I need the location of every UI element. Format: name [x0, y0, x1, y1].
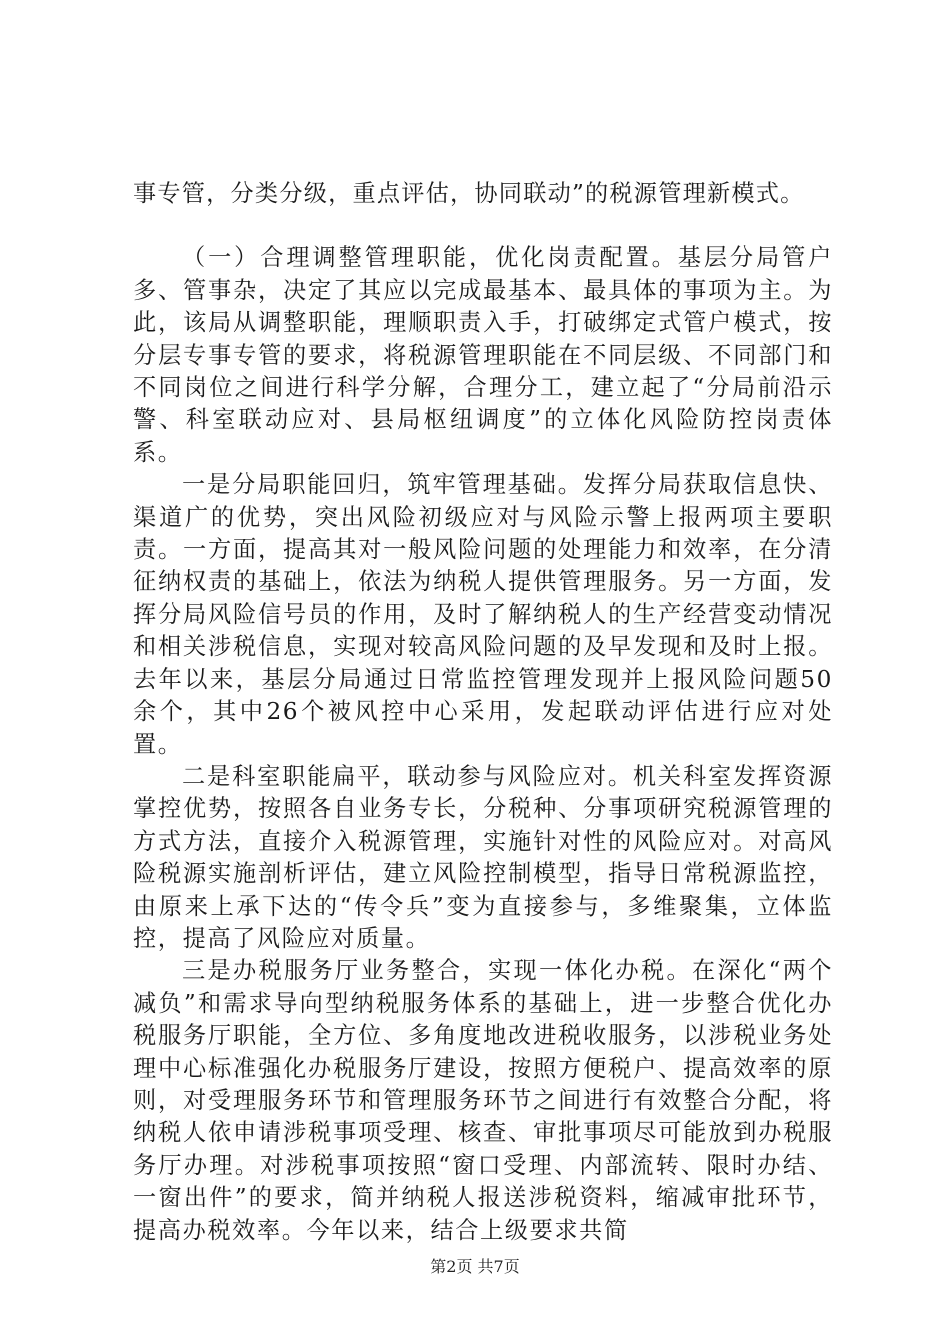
paragraph-point-two: 二是科室职能扁平，联动参与风险应对。机关科室发挥资源掌控优势，按照各自业务专长，分税种、分事项研究税源管理的方式方法，直接介入税源管理，实施针对性的风险应对。对高风险税源实施剖析评估，建立风险控制模型，指导日常税源监控，由原来上承下达的“传令兵”变为直接参与，多维聚集，立体监控，提高了风险应对质量。: [133, 762, 833, 952]
paragraph-continuation: 事专管，分类分级，重点评估，协同联动”的税源管理新模式。: [133, 180, 805, 207]
paragraph-point-one: 一是分局职能回归，筑牢管理基础。发挥分局获取信息快、渠道广的优势，突出风险初级应对与风险示警上报两项主要职责。一方面，提高其对一般风险问题的处理能力和效率，在分清征纳权责的基础上，依法为纳税人提供管理服务。另一方面，发挥分局风险信号员的作用，及时了解纳税人的生产经营变动情况和相关涉税信息，实现对较高风险问题的及早发现和及时上报。去年以来，基层分局通过日常监控管理发现并上报风险问题50余个，其中26个被风控中心采用，发起联动评估进行应对处置。: [133, 471, 833, 758]
paragraph-section-one: （一）合理调整管理职能，优化岗责配置。基层分局管户多、管事杂，决定了其应以完成最基本、最具体的事项为主。为此，该局从调整职能，理顺职责入手，打破绑定式管户模式，按分层专事专管的要求，将税源管理职能在不同层级、不同部门和不同岗位之间进行科学分解，合理分工，建立起了“分局前沿示警、科室联动应对、县局枢纽调度”的立体化风险防控岗责体系。: [133, 244, 833, 466]
paragraph-point-three: 三是办税服务厅业务整合，实现一体化办税。在深化“两个减负”和需求导向型纳税服务体系的基础上，进一步整合优化办税服务厅职能，全方位、多角度地改进税收服务，以涉税业务处理中心标准强化办税服务厅建设，按照方便税户、提高效率的原则，对受理服务环节和管理服务环节之间进行有效整合分配，将纳税人依申请涉税事项受理、核查、审批事项尽可能放到办税服务厅办理。对涉税事项按照“窗口受理、内部流转、限时办结、一窗出件”的要求，简并纳税人报送涉税资料，缩减审批环节，提高办税效率。今年以来，结合上级要求共简: [133, 957, 833, 1244]
page-footer: 第2页 共7页: [430, 1257, 520, 1276]
document-body: [133, 178, 833, 1247]
